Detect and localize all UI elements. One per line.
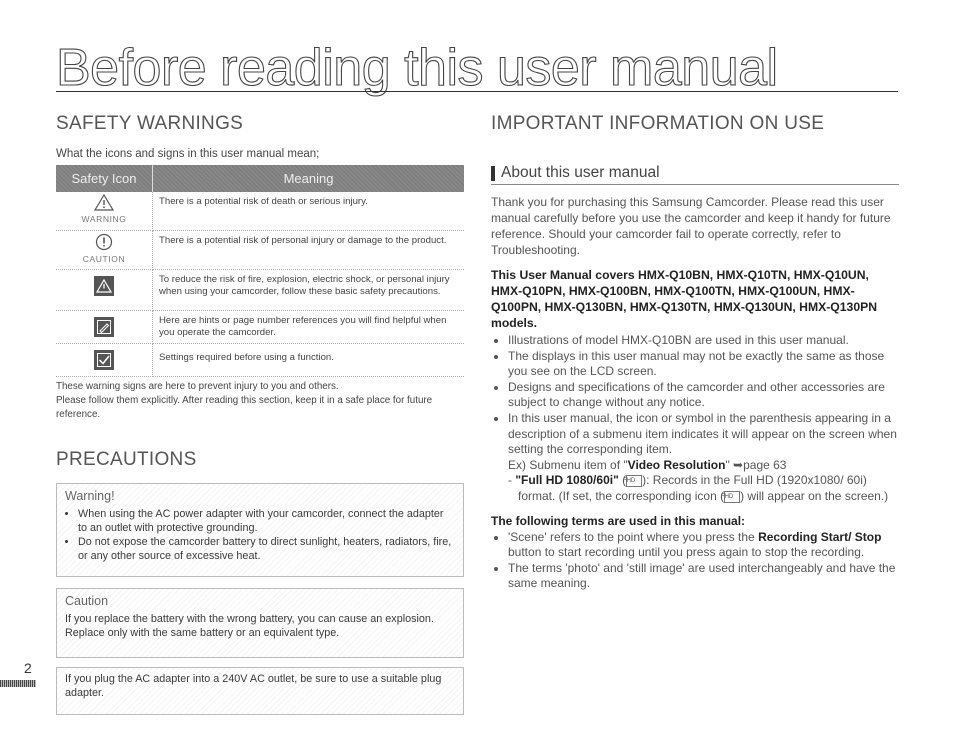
notes-line-1: These warning signs are here to prevent injury to you and others.: [56, 381, 339, 392]
caution-icon: [95, 233, 113, 251]
list-item: • Do not expose the camcorder battery to direct sunlight, heaters, radiators, fire, or any other source of excessive heat.: [78, 535, 455, 563]
warning-triangle-icon: [94, 194, 114, 211]
left-column: [56, 113, 464, 715]
title-rule: [56, 91, 898, 92]
table-row: [56, 311, 464, 344]
about-manual-subheading: [491, 164, 899, 185]
manual-notes-list: [491, 333, 899, 505]
list-item: • When using the AC power adapter with your camcorder, connect the adapter to an outlet with protective grounding.: [78, 507, 455, 535]
example-subitem: - "Full HD 1080/60i" (FHD ): Records in the Full HD (1920x1080/ 60i) format. (If set, the corresponding icon (FHD ) will appear on the screen.): [508, 473, 889, 503]
notes-line-2: Please follow them explicitly. After reading this section, keep it in a safe place for future reference.: [56, 395, 433, 420]
example-setting-end: ) will appear on the screen.): [740, 488, 889, 503]
caution-label: CAUTION: [82, 254, 126, 264]
example-setting-name: "Full HD 1080/60i": [515, 473, 619, 488]
safety-intro: What the icons and signs in this user manual mean;: [56, 148, 320, 160]
caution-box-title: Caution: [65, 594, 109, 608]
safety-warnings-heading: SAFETY WARNINGS: [56, 113, 244, 134]
hint-pencil-icon: [94, 317, 114, 337]
table-row: [56, 344, 464, 377]
full-hd-icon: FHD: [626, 475, 642, 487]
terms-heading: The following terms are used in this manual:: [491, 513, 746, 528]
example-menu-name: Video Resolution: [627, 457, 726, 472]
warning-meaning: There is a potential risk of death or serious injury.: [153, 192, 465, 231]
list-item: • Designs and specifications of the camcorder and other accessories are subject to change without any notice.: [508, 380, 899, 411]
list-item: • The displays in this user manual may not be exactly the same as those you see on the LCD screen.: [508, 349, 899, 380]
table-row: [56, 231, 464, 270]
settings-meaning: Settings required before using a function.: [153, 344, 465, 377]
page-tab-marker: [0, 680, 36, 687]
page-number: 2: [24, 660, 32, 676]
example-line: [508, 458, 786, 472]
table-row: [56, 270, 464, 311]
right-column: [491, 113, 899, 592]
list-item: [508, 411, 899, 505]
term-scene-pre: 'Scene' refers to the point where you press the: [508, 529, 759, 544]
caution-box: [56, 588, 464, 658]
page-title: Before reading this user manual: [56, 39, 778, 97]
full-hd-icon: FHD: [724, 491, 740, 503]
bullet-icon-note: In this user manual, the icon or symbol in the parenthesis appearing in a description of a submenu item indicates it will appear on the screen when setting the corresponding item.: [508, 410, 897, 457]
warning-box-title: Warning!: [65, 489, 115, 503]
table-row: [56, 192, 464, 231]
example-page-ref: " ➥page 63: [725, 457, 787, 472]
fire-hazard-icon: [94, 276, 114, 296]
about-manual-label: About this user manual: [501, 164, 660, 181]
checkmark-icon: [94, 350, 114, 370]
header-safety-icon: Safety Icon: [56, 165, 153, 192]
precautions-heading: PRECAUTIONS: [56, 449, 197, 470]
caution-meaning: There is a potential risk of personal injury or damage to the product.: [153, 231, 465, 270]
term-scene-post: button to start recording until you press again to stop the recording.: [508, 545, 865, 560]
term-scene-button: Recording Start/ Stop: [758, 529, 882, 544]
header-meaning: Meaning: [153, 165, 465, 192]
example-setting-desc: ): Records in the Full HD (1920x1080/ 60i) format. (If set, the corresponding icon (: [518, 473, 867, 503]
plug-adapter-box: [56, 667, 464, 715]
safety-icon-table: [56, 165, 464, 377]
list-item: [508, 530, 899, 561]
important-info-heading: IMPORTANT INFORMATION ON USE: [491, 113, 825, 134]
safety-notes: [56, 380, 464, 422]
subheading-bar: [491, 166, 495, 181]
list-item: • The terms 'photo' and 'still image' are used interchangeably and have the same meaning.: [508, 561, 899, 592]
caution-box-text: If you replace the battery with the wrong battery, you can cause an explosion. Replace only with the same battery or an equivalent type.: [65, 613, 434, 639]
plug-adapter-text: If you plug the AC adapter into a 240V AC outlet, be sure to use a suitable plug adapter.: [65, 673, 442, 699]
hazard-meaning: To reduce the risk of fire, explosion, electric shock, or personal injury when using your camcorder, follow these basic safety precautions.: [153, 270, 465, 311]
warning-label: WARNING: [81, 214, 127, 224]
example-prefix: Ex) Submenu item of ": [508, 457, 628, 472]
terms-list: [491, 530, 899, 592]
hint-meaning: Here are hints or page number references you will find helpful when you operate the camcorder.: [153, 311, 465, 344]
list-item: • Illustrations of model HMX-Q10BN are used in this user manual.: [508, 333, 899, 349]
warning-box: [56, 483, 464, 577]
about-intro: Thank you for purchasing this Samsung Camcorder. Please read this user manual carefully before you use the camcorder and keep it handy for future reference. Should your camcorder fail to operate correctly, refer to Troubleshooting.: [491, 195, 891, 257]
covered-models: This User Manual covers HMX-Q10BN, HMX-Q10TN, HMX-Q10UN, HMX-Q10PN, HMX-Q100BN, HMX-Q100TN, HMX-Q100UN, HMX-Q100PN, HMX-Q130BN, HMX-Q130TN, HMX-Q130UN, HMX-Q130PN models.: [491, 268, 878, 330]
